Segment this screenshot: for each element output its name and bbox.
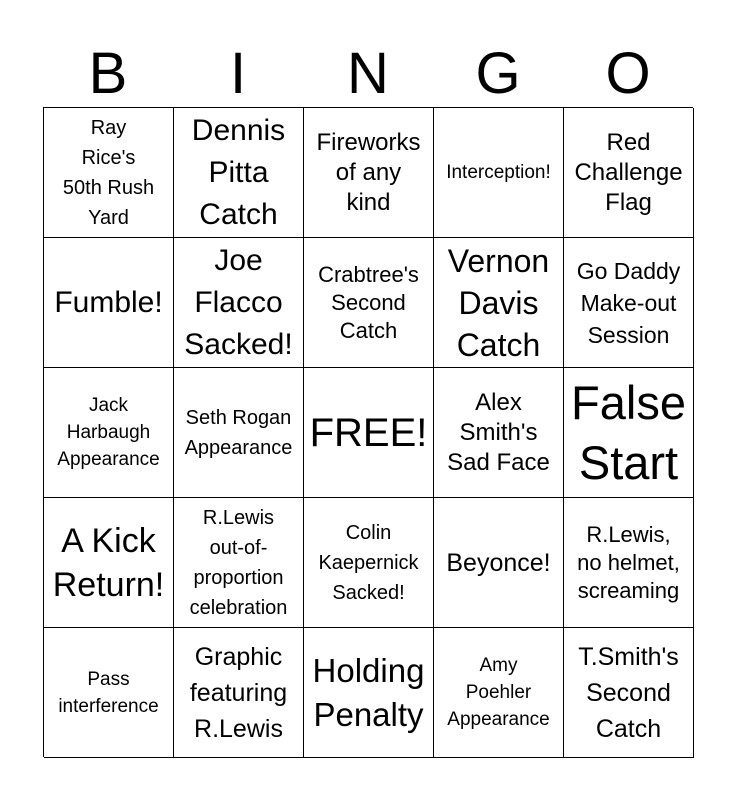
cell-label: Joe Flacco Sacked! (184, 243, 293, 361)
cell-label: Holding Penalty (312, 651, 425, 733)
cell-label: A Kick Return! (52, 521, 165, 604)
cell-label: Go Daddy Make-out Session (576, 257, 681, 348)
header-letter-o: O (605, 41, 651, 106)
bingo-cell-r1c1[interactable] (44, 108, 174, 238)
bingo-cell-r1c2[interactable] (174, 108, 304, 238)
bingo-cell-r4c1[interactable] (44, 498, 174, 628)
bingo-cell-r5c3[interactable] (304, 628, 434, 758)
bingo-cell-r5c2[interactable] (174, 628, 304, 758)
bingo-cell-r1c3[interactable] (304, 108, 434, 238)
bingo-cell-r2c2[interactable] (174, 238, 304, 368)
cell-label: Jack Harbaugh Appearance (57, 395, 160, 470)
bingo-cell-r3c2[interactable] (174, 368, 304, 498)
cell-label: False Start (571, 375, 686, 489)
cell-label: Beyonce! (446, 548, 551, 577)
bingo-cell-r4c5[interactable] (564, 498, 694, 628)
cell-label: Graphic featuring R.Lewis (189, 642, 288, 743)
cell-label: FREE! (309, 410, 428, 455)
cell-label: R.Lewis, no helmet, screaming (577, 521, 680, 603)
bingo-cell-r2c3[interactable] (304, 238, 434, 368)
bingo-cell-r4c2[interactable] (174, 498, 304, 628)
bingo-cell-r4c3[interactable] (304, 498, 434, 628)
header-letter-b: B (88, 41, 128, 106)
bingo-cell-r5c1[interactable] (44, 628, 174, 758)
bingo-cell-r3c1[interactable] (44, 368, 174, 498)
cell-label: Red Challenge Flag (574, 128, 683, 216)
cell-label: Interception! (446, 162, 551, 183)
cell-label: Fireworks of any kind (316, 128, 421, 216)
cell-label: T.Smith's Second Catch (578, 642, 679, 743)
bingo-cell-r3c4[interactable] (434, 368, 564, 498)
bingo-cell-r3c5[interactable] (564, 368, 694, 498)
bingo-cell-r2c4[interactable] (434, 238, 564, 368)
cell-label: Crabtree's Second Catch (318, 261, 419, 343)
header-letter-n: N (347, 41, 389, 106)
bingo-cell-r5c4[interactable] (434, 628, 564, 758)
bingo-cell-r1c5[interactable] (564, 108, 694, 238)
cell-label: Colin Kaepernick Sacked! (318, 521, 419, 604)
bingo-cell-r1c4[interactable] (434, 108, 564, 238)
bingo-header (43, 40, 693, 108)
bingo-cell-r3c3-free[interactable] (304, 368, 434, 498)
bingo-grid (43, 107, 693, 757)
cell-label: Alex Smith's Sad Face (447, 388, 550, 476)
cell-label: Ray Rice's 50th Rush Yard (62, 116, 155, 229)
header-letter-g: G (475, 41, 521, 106)
cell-label: Fumble! (54, 285, 163, 319)
header-letter-i: I (229, 41, 247, 106)
cell-label: Vernon Davis Catch (447, 242, 550, 363)
cell-label: Amy Poehler Appearance (447, 655, 550, 730)
bingo-cell-r2c1[interactable] (44, 238, 174, 368)
bingo-cell-r2c5[interactable] (564, 238, 694, 368)
cell-label: Pass interference (58, 668, 159, 717)
bingo-cell-r4c4[interactable] (434, 498, 564, 628)
cell-label: Seth Rogan Appearance (184, 406, 293, 459)
cell-label: Dennis Pitta Catch (191, 113, 286, 231)
bingo-cell-r5c5[interactable] (564, 628, 694, 758)
cell-label: R.Lewis out-of- proportion celebration (189, 506, 288, 619)
